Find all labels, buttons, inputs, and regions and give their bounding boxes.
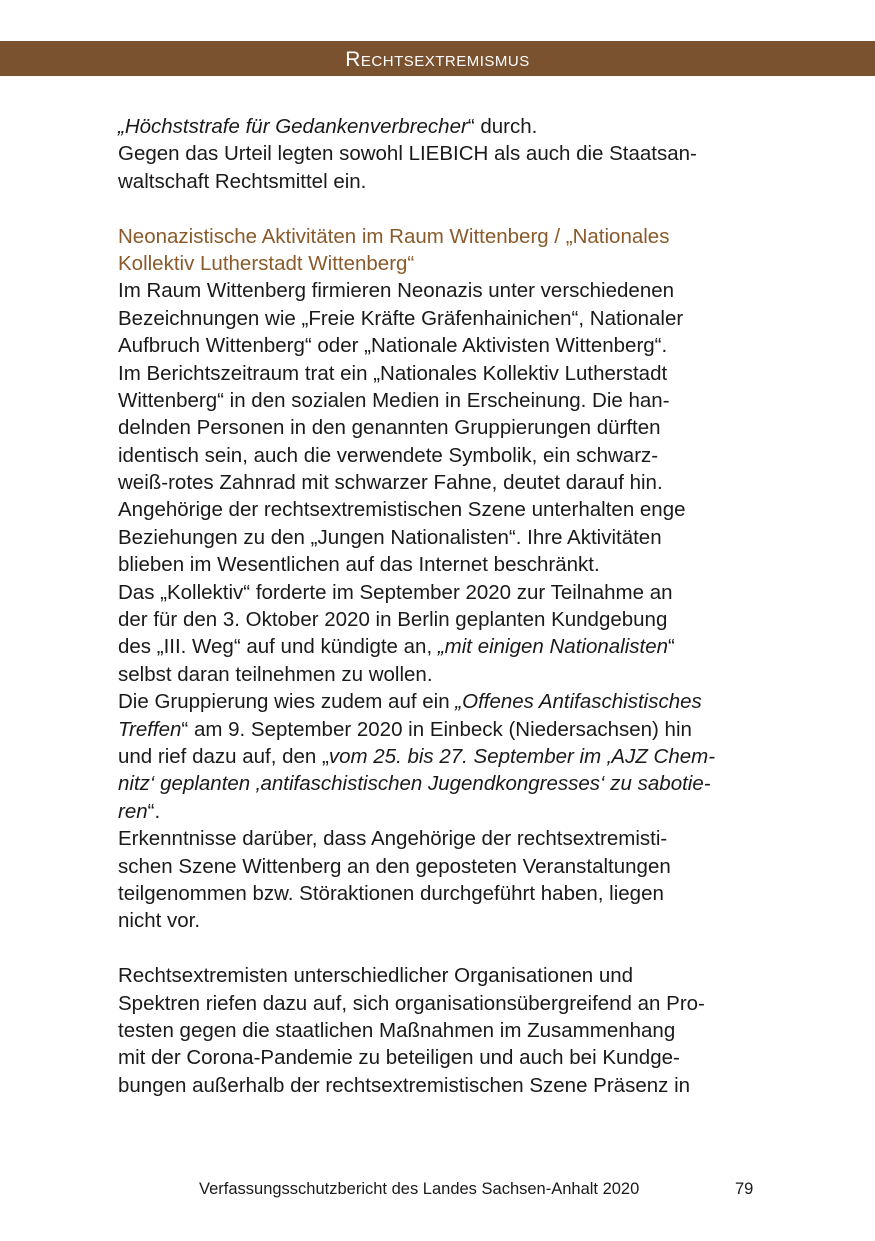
quote-italic: Treffen	[118, 717, 182, 741]
quote-italic: „Offenes Antifaschistisches	[455, 690, 702, 714]
paragraph-antifa-meeting	[118, 688, 758, 825]
paragraph-gap	[118, 935, 758, 962]
paragraph-kollektiv-call	[118, 579, 758, 689]
text-line: des „III. Weg“ auf und kündigte an, „mit einigen Nationalisten“	[118, 635, 675, 659]
text-line: der für den 3. Oktober 2020 in Berlin geplanten Kundgebung	[118, 608, 668, 632]
text-line: waltschaft Rechtsmittel ein.	[118, 169, 367, 193]
quote-italic: „Höchststrafe für Gedankenverbrecher	[118, 115, 468, 138]
text-line: Wittenberg“ in den sozialen Medien in Erscheinung. Die han-	[118, 388, 670, 412]
paragraph-gap	[118, 195, 758, 222]
text-line: Im Berichtszeitraum trat ein „Nationales Kollektiv Lutherstadt	[118, 361, 668, 385]
text-line: Rechtsextremisten unterschiedlicher Organisationen und	[118, 964, 634, 988]
text-line: selbst daran teilnehmen zu wollen.	[118, 662, 433, 686]
quote-italic: nitz‘ geplanten ‚antifaschistischen Jugendkongresses‘ zu sabotie-	[118, 772, 711, 796]
text-line: Die Gruppierung wies zudem auf ein „Offenes Antifaschistisches	[118, 690, 702, 714]
text-line: Bezeichnungen wie „Freie Kräfte Gräfenhainichen“, Nationaler	[118, 306, 684, 330]
text-line: „Höchststrafe für Gedankenverbrecher“ durch.	[118, 115, 538, 138]
text-line: Beziehungen zu den „Jungen Nationalisten“. Ihre Aktivitäten	[118, 525, 662, 549]
text-line: Spektren riefen dazu auf, sich organisationsübergreifend an Pro-	[118, 991, 705, 1015]
section-heading	[118, 223, 758, 278]
text-line: delnden Personen in den genannten Gruppierungen dürften	[118, 416, 661, 440]
quote-italic: „mit einigen Nationalisten	[437, 635, 669, 659]
text-line	[118, 770, 758, 797]
chapter-header-bar	[0, 41, 875, 76]
text-line: Im Raum Wittenberg firmieren Neonazis unter verschiedenen	[118, 279, 675, 303]
paragraph-findings	[118, 825, 758, 935]
quote-italic: vom 25. bis 27. September im ‚AJZ Chem-	[328, 744, 716, 768]
text-line: nicht vor.	[118, 909, 201, 933]
page-body	[118, 113, 758, 1099]
text-line: weiß-rotes Zahnrad mit schwarzer Fahne, deutet darauf hin.	[118, 471, 663, 495]
footer-publication-title: Verfassungsschutzbericht des Landes Sachsen-Anhalt 2020	[199, 1180, 640, 1198]
text-line: ren“.	[118, 799, 161, 823]
text-line: Das „Kollektiv“ forderte im September 2020 zur Teilnahme an	[118, 580, 673, 604]
page-number: 79	[735, 1180, 754, 1198]
text-line: bungen außerhalb der rechtsextremistischen Szene Präsenz in	[118, 1073, 691, 1097]
text-line: blieben im Wesentlichen auf das Internet beschränkt.	[118, 553, 600, 577]
quote-italic: ren	[118, 799, 148, 823]
chapter-title: Rechtsextremismus	[345, 48, 530, 71]
paragraph-corona-protests	[118, 962, 758, 1099]
paragraph-wittenberg-groups	[118, 277, 758, 578]
text-line: und rief dazu auf, den „vom 25. bis 27. September im ‚AJZ Chem-	[118, 744, 716, 768]
text-line: testen gegen die staatlichen Maßnahmen im Zusammenhang	[118, 1018, 676, 1042]
text-line: schen Szene Wittenberg an den geposteten Veranstaltungen	[118, 854, 671, 878]
text-line: Gegen das Urteil legten sowohl LIEBICH als auch die Staatsan-	[118, 142, 697, 166]
text-line: Erkenntnisse darüber, dass Angehörige der rechtsextremisti-	[118, 827, 668, 851]
text-line: Treffen“ am 9. September 2020 in Einbeck (Niedersachsen) hin	[118, 717, 692, 741]
text-line: Angehörige der rechtsextremistischen Szene unterhalten enge	[118, 498, 686, 522]
text-line: mit der Corona-Pandemie zu beteiligen und auch bei Kundge-	[118, 1046, 680, 1070]
text-line: identisch sein, auch die verwendete Symbolik, ein schwarz-	[118, 443, 659, 467]
text-line: Aufbruch Wittenberg“ oder „Nationale Aktivisten Wittenberg“.	[118, 334, 668, 358]
heading-line: Kollektiv Lutherstadt Wittenberg“	[118, 251, 415, 275]
heading-line: Neonazistische Aktivitäten im Raum Wittenberg / „Nationales	[118, 224, 670, 248]
paragraph-sentence-outcome	[118, 113, 758, 195]
text-line: teilgenommen bzw. Störaktionen durchgeführt haben, liegen	[118, 881, 664, 905]
